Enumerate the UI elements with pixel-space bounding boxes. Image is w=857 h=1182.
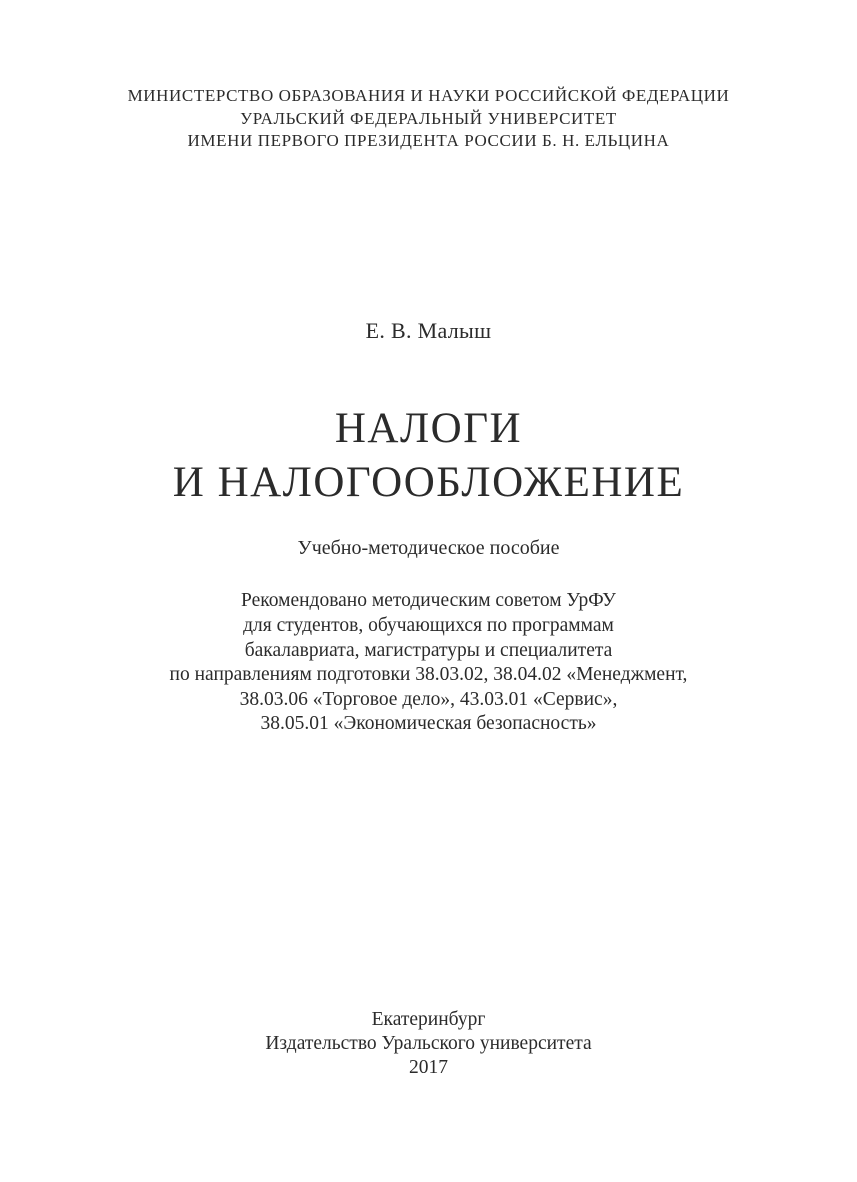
recommendation-line: 38.05.01 «Экономическая безопасность» [260,713,597,734]
book-title-line-2: И НАЛОГООБЛОЖЕНИЕ [172,459,685,506]
recommendation-line: для студентов, обучающихся по программам [243,615,614,636]
recommendation-line: 38.03.06 «Торговое дело», 43.03.01 «Сервис», [239,689,618,710]
book-title-line-1: НАЛОГИ [334,405,523,452]
imprint-year: 2017 [409,1057,448,1078]
book-subtitle: Учебно-методическое пособие [297,537,560,559]
university-line: УРАЛЬСКИЙ ФЕДЕРАЛЬНЫЙ УНИВЕРСИТЕТ [240,109,617,128]
author-name: Е. В. Малыш [365,318,492,343]
imprint-publisher: Издательство Уральского университета [265,1033,592,1054]
university-name-line: ИМЕНИ ПЕРВОГО ПРЕЗИДЕНТА РОССИИ Б. Н. ЕЛЬЦИНА [187,131,670,150]
recommendation-line: бакалавриата, магистратуры и специалитета [244,640,613,661]
recommendation-line: по направлениям подготовки 38.03.02, 38.04.02 «Менеджмент, [169,664,688,685]
ministry-line: МИНИСТЕРСТВО ОБРАЗОВАНИЯ И НАУКИ РОССИЙСКОЙ ФЕДЕРАЦИИ [127,86,730,105]
imprint-city: Екатеринбург [371,1009,486,1030]
recommendation-line: Рекомендовано методическим советом УрФУ [241,590,616,611]
